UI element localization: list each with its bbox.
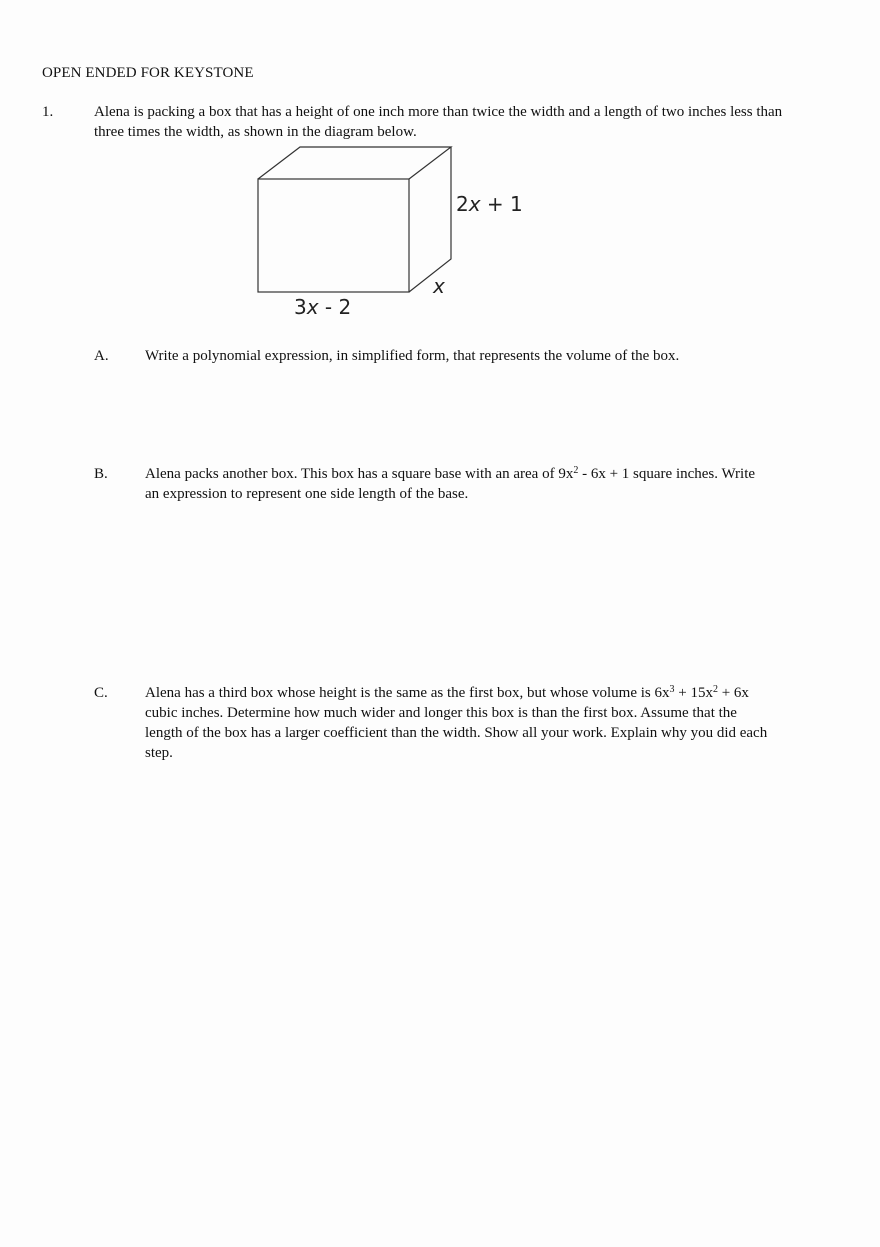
box-diagram [254,143,544,325]
part-a-label: A. [94,348,109,364]
height-label: 2x + 1 [456,192,523,216]
part-c-label: C. [94,685,108,701]
question-number: 1. [42,104,54,120]
box-diagram-svg [254,143,544,325]
question-text: Alena is packing a box that has a height of one inch more than twice the width and a length of two inches less than three times the width, as shown in the diagram below. [94,104,783,140]
width-label: x [433,274,445,298]
page-heading: OPEN ENDED FOR KEYSTONE [42,65,254,81]
part-a-text: Write a polynomial expression, in simplified form, that represents the volume of the box. [145,348,680,364]
box-front-face [258,179,409,292]
part-c-text: Alena has a third box whose height is the same as the first box, but whose volume is $6x^3 + 15x^2 + 6x$ cubic inches. Determine how much wider and longer this box is than the first box. Assume that the length of the box has a larger coefficient than the width. Show all your work. Explain why you did each step. [145,684,768,761]
part-b-text: Alena packs another box. This box has a square base with an area of $9x^2 - 6x + 1$ square inches. Write an expression to represent one side length of the base. [145,465,756,502]
box-top-face [258,147,451,179]
length-label: 3x - 2 [294,295,352,319]
part-b-label: B. [94,466,108,482]
box-side-face [409,147,451,292]
